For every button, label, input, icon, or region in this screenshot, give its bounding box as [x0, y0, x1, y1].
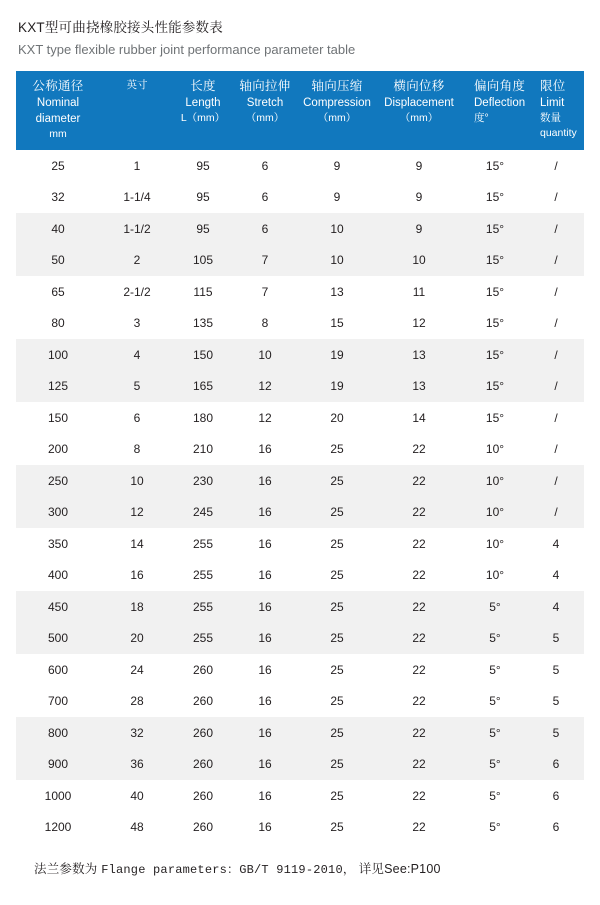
table-cell: 165	[174, 371, 232, 403]
table-cell: 230	[174, 465, 232, 497]
table-header	[16, 71, 584, 150]
table-cell: 14	[100, 528, 174, 560]
table-cell: 260	[174, 749, 232, 781]
table-cell: 5	[528, 717, 584, 749]
table-cell: 95	[174, 150, 232, 182]
table-cell: /	[528, 434, 584, 466]
table-cell: 2-1/2	[100, 276, 174, 308]
table-cell: 50	[16, 245, 100, 277]
table-cell: 16	[232, 654, 298, 686]
table-cell: 1-1/2	[100, 213, 174, 245]
table-cell: 245	[174, 497, 232, 529]
column-header-unit: 数量 quantity	[540, 112, 577, 139]
table-cell: 14	[376, 402, 462, 434]
table-cell: 10	[232, 339, 298, 371]
column-header-nominal-diameter	[16, 71, 100, 150]
table-cell: 4	[528, 591, 584, 623]
page-title-en: KXT type flexible rubber joint performance parameter table	[18, 42, 356, 57]
table-cell: 16	[232, 434, 298, 466]
table-cell: 10	[376, 245, 462, 277]
table-cell: 5°	[462, 812, 528, 844]
table-cell: 260	[174, 780, 232, 812]
table-cell: 25	[298, 686, 376, 718]
table-cell: 22	[376, 812, 462, 844]
table-cell: 350	[16, 528, 100, 560]
table-cell: 20	[298, 402, 376, 434]
table-cell: 16	[100, 560, 174, 592]
table-row	[16, 528, 584, 560]
table-cell: 150	[16, 402, 100, 434]
table-row	[16, 686, 584, 718]
table-cell: 25	[298, 812, 376, 844]
table-cell: 115	[174, 276, 232, 308]
footnote-prefix: 法兰参数为	[34, 862, 98, 876]
table-row	[16, 245, 584, 277]
table-cell: 7	[232, 245, 298, 277]
table-cell: 5	[100, 371, 174, 403]
table-row	[16, 150, 584, 182]
table-cell: 5°	[462, 591, 528, 623]
table-cell: 16	[232, 686, 298, 718]
table-cell: 65	[16, 276, 100, 308]
table-cell: 11	[376, 276, 462, 308]
table-cell: 22	[376, 717, 462, 749]
table-cell: 18	[100, 591, 174, 623]
column-header-unit: L（mm）	[180, 112, 226, 124]
table-cell: 22	[376, 749, 462, 781]
table-cell: 10	[298, 245, 376, 277]
table-cell: 15°	[462, 245, 528, 277]
table-cell: 16	[232, 812, 298, 844]
table-cell: 13	[376, 339, 462, 371]
table-cell: 9	[376, 182, 462, 214]
table-cell: 1	[100, 150, 174, 182]
footnote-standard: Flange parameters：GB/T 9119-2010，	[101, 863, 356, 877]
column-header-zh: 偏向角度	[474, 79, 526, 93]
table-cell: 6	[528, 812, 584, 844]
table-row	[16, 339, 584, 371]
table-cell: 255	[174, 591, 232, 623]
table-cell: 15°	[462, 213, 528, 245]
table-row	[16, 654, 584, 686]
table-cell: 9	[298, 150, 376, 182]
table-row	[16, 780, 584, 812]
table-cell: 10°	[462, 560, 528, 592]
table-cell: 22	[376, 654, 462, 686]
table-cell: 22	[376, 623, 462, 655]
table-cell: 150	[174, 339, 232, 371]
table-cell: 10	[100, 465, 174, 497]
table-cell: 105	[174, 245, 232, 277]
table-cell: /	[528, 308, 584, 340]
table-cell: 25	[16, 150, 100, 182]
table-cell: 15°	[462, 402, 528, 434]
column-header-en: Limit	[540, 97, 565, 109]
table-cell: /	[528, 245, 584, 277]
table-cell: 22	[376, 591, 462, 623]
table-cell: 12	[376, 308, 462, 340]
table-row	[16, 182, 584, 214]
table-cell: 255	[174, 528, 232, 560]
table-header-row	[16, 71, 584, 150]
table-row	[16, 213, 584, 245]
table-cell: 25	[298, 560, 376, 592]
table-cell: 15°	[462, 182, 528, 214]
table-cell: 800	[16, 717, 100, 749]
table-cell: 135	[174, 308, 232, 340]
table-cell: 40	[100, 780, 174, 812]
table-cell: 16	[232, 623, 298, 655]
table-cell: 15°	[462, 276, 528, 308]
column-header-en: Displacement	[384, 97, 454, 109]
table-cell: 19	[298, 371, 376, 403]
table-cell: 6	[232, 182, 298, 214]
table-cell: 700	[16, 686, 100, 718]
table-cell: 25	[298, 749, 376, 781]
page-title-zh: KXT型可曲挠橡胶接头性能参数表	[18, 20, 223, 35]
table-cell: 10°	[462, 434, 528, 466]
table-row	[16, 434, 584, 466]
column-header-zh: 轴向拉伸	[239, 79, 291, 93]
table-cell: 25	[298, 623, 376, 655]
table-row	[16, 497, 584, 529]
column-header-stretch	[232, 71, 298, 150]
table-cell: 19	[298, 339, 376, 371]
column-header-unit: （mm）	[317, 112, 357, 124]
table-cell: 15°	[462, 150, 528, 182]
table-cell: 125	[16, 371, 100, 403]
table-cell: 5	[528, 686, 584, 718]
table-cell: 5°	[462, 686, 528, 718]
table-row	[16, 465, 584, 497]
table-cell: 15°	[462, 308, 528, 340]
table-cell: 9	[376, 150, 462, 182]
table-cell: 16	[232, 717, 298, 749]
parameter-table	[16, 71, 584, 843]
table-cell: 22	[376, 560, 462, 592]
column-header-zh: 长度	[190, 79, 216, 93]
table-cell: 9	[376, 213, 462, 245]
table-cell: 8	[232, 308, 298, 340]
table-cell: 25	[298, 497, 376, 529]
table-cell: 255	[174, 623, 232, 655]
table-cell: 22	[376, 780, 462, 812]
table-cell: /	[528, 213, 584, 245]
table-cell: 300	[16, 497, 100, 529]
table-cell: 100	[16, 339, 100, 371]
column-header-limit	[528, 71, 584, 150]
table-cell: 16	[232, 780, 298, 812]
table-cell: 10°	[462, 528, 528, 560]
table-cell: 25	[298, 528, 376, 560]
table-cell: 16	[232, 560, 298, 592]
table-cell: 5	[528, 654, 584, 686]
table-cell: 25	[298, 780, 376, 812]
table-cell: /	[528, 150, 584, 182]
table-row	[16, 371, 584, 403]
table-cell: 28	[100, 686, 174, 718]
table-cell: 5°	[462, 780, 528, 812]
table-cell: 255	[174, 560, 232, 592]
table-cell: 95	[174, 182, 232, 214]
table-cell: 25	[298, 717, 376, 749]
table-cell: 6	[232, 213, 298, 245]
column-header-unit: mm	[49, 128, 67, 140]
table-row	[16, 749, 584, 781]
table-cell: 5°	[462, 749, 528, 781]
footnote	[34, 859, 584, 877]
table-body	[16, 150, 584, 843]
table-cell: 15°	[462, 339, 528, 371]
table-row	[16, 812, 584, 844]
table-cell: 15°	[462, 371, 528, 403]
table-cell: 3	[100, 308, 174, 340]
table-cell: /	[528, 402, 584, 434]
table-cell: 12	[232, 402, 298, 434]
table-cell: 24	[100, 654, 174, 686]
table-cell: 180	[174, 402, 232, 434]
table-cell: 1-1/4	[100, 182, 174, 214]
column-header-zh: 公称通径	[32, 79, 84, 93]
table-cell: 25	[298, 465, 376, 497]
footnote-suffix: 详见See:P100	[358, 862, 441, 876]
column-header-deflection	[462, 71, 528, 150]
column-header-en: Length	[185, 97, 221, 109]
table-cell: 32	[16, 182, 100, 214]
table-cell: 6	[528, 780, 584, 812]
table-cell: /	[528, 182, 584, 214]
table-cell: 22	[376, 686, 462, 718]
column-header-en: Compression	[303, 97, 371, 109]
table-cell: 4	[528, 560, 584, 592]
table-cell: 8	[100, 434, 174, 466]
table-cell: 400	[16, 560, 100, 592]
table-cell: 250	[16, 465, 100, 497]
table-cell: 1200	[16, 812, 100, 844]
column-header-inch	[100, 71, 174, 150]
table-cell: 95	[174, 213, 232, 245]
table-cell: 210	[174, 434, 232, 466]
table-cell: 36	[100, 749, 174, 781]
table-row	[16, 623, 584, 655]
table-cell: 200	[16, 434, 100, 466]
column-header-en: Stretch	[246, 97, 284, 109]
table-cell: 32	[100, 717, 174, 749]
table-cell: 2	[100, 245, 174, 277]
column-header-en: Nominal diameter	[35, 97, 81, 125]
column-header-zh: 限位	[540, 79, 566, 93]
table-cell: 10°	[462, 497, 528, 529]
table-cell: 16	[232, 497, 298, 529]
table-cell: 25	[298, 434, 376, 466]
table-cell: 25	[298, 654, 376, 686]
table-row	[16, 560, 584, 592]
table-cell: 22	[376, 497, 462, 529]
table-cell: 600	[16, 654, 100, 686]
table-cell: 40	[16, 213, 100, 245]
column-header-unit: （mm）	[399, 112, 439, 124]
table-cell: 9	[298, 182, 376, 214]
column-header-zh: 轴向压缩	[311, 79, 363, 93]
table-cell: 12	[232, 371, 298, 403]
table-cell: 48	[100, 812, 174, 844]
table-cell: 22	[376, 434, 462, 466]
table-cell: /	[528, 465, 584, 497]
table-row	[16, 402, 584, 434]
table-cell: 5°	[462, 654, 528, 686]
table-cell: /	[528, 371, 584, 403]
column-header-unit: 英寸	[126, 79, 148, 91]
table-row	[16, 276, 584, 308]
column-header-displacement	[376, 71, 462, 150]
table-cell: 500	[16, 623, 100, 655]
table-cell: 6	[528, 749, 584, 781]
table-cell: /	[528, 276, 584, 308]
column-header-en: Deflection	[474, 97, 526, 109]
table-cell: 16	[232, 591, 298, 623]
table-cell: 22	[376, 528, 462, 560]
table-cell: 6	[232, 150, 298, 182]
table-cell: 13	[376, 371, 462, 403]
table-cell: 15	[298, 308, 376, 340]
table-cell: 25	[298, 591, 376, 623]
table-cell: 12	[100, 497, 174, 529]
table-cell: 80	[16, 308, 100, 340]
table-cell: 5	[528, 623, 584, 655]
table-cell: 10	[298, 213, 376, 245]
table-cell: 4	[528, 528, 584, 560]
column-header-zh: 横向位移	[393, 79, 445, 93]
table-row	[16, 308, 584, 340]
table-cell: 260	[174, 717, 232, 749]
table-cell: /	[528, 339, 584, 371]
table-cell: 7	[232, 276, 298, 308]
column-header-unit: （mm）	[245, 112, 285, 124]
table-cell: 16	[232, 465, 298, 497]
table-cell: 16	[232, 528, 298, 560]
column-header-unit: 度°	[474, 112, 489, 124]
table-cell: 260	[174, 686, 232, 718]
table-cell: 13	[298, 276, 376, 308]
table-row	[16, 591, 584, 623]
table-cell: 10°	[462, 465, 528, 497]
table-cell: 900	[16, 749, 100, 781]
table-cell: 16	[232, 749, 298, 781]
column-header-compression	[298, 71, 376, 150]
table-row	[16, 717, 584, 749]
table-cell: 5°	[462, 623, 528, 655]
table-cell: 20	[100, 623, 174, 655]
table-cell: 6	[100, 402, 174, 434]
table-cell: 4	[100, 339, 174, 371]
table-cell: /	[528, 497, 584, 529]
table-cell: 260	[174, 812, 232, 844]
table-cell: 5°	[462, 717, 528, 749]
column-header-length	[174, 71, 232, 150]
table-cell: 450	[16, 591, 100, 623]
table-cell: 260	[174, 654, 232, 686]
table-cell: 22	[376, 465, 462, 497]
table-cell: 1000	[16, 780, 100, 812]
